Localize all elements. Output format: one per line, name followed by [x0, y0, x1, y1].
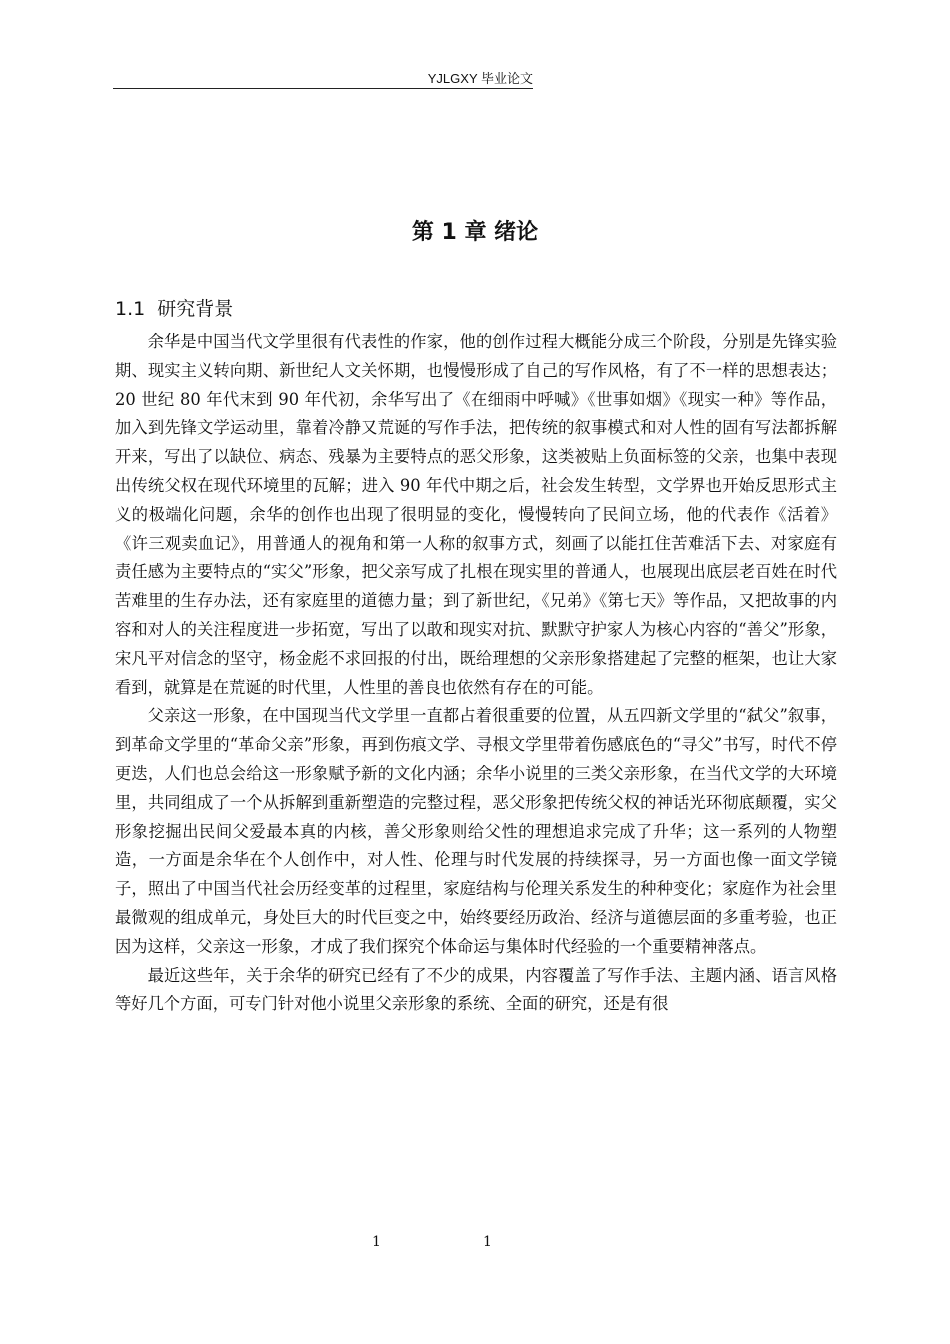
page-number-duplicate: 1: [483, 1234, 492, 1250]
section-number: 1.1: [115, 298, 146, 320]
body-text: [115, 328, 837, 1019]
paragraph: 父亲这一形象，在中国现当代文学里一直都占着很重要的位置，从五四新文学里的“弑父”叙事，到革命文学里的“革命父亲”形象，再到伤痕文学、寻根文学里带着伤感底色的“寻父”书写，时代不停更迭，人们也总会给这一形象赋予新的文化内涵；余华小说里的三类父亲形象，在当代文学的大环境里，共同组成了一个从拆解到重新塑造的完整过程，恶父形象把传统父权的神话光环彻底颠覆，实父形象挖掘出民间父爱最本真的内核，善父形象则给父性的理想追求完成了升华；这一系列的人物塑造，一方面是余华在个人创作中，对人性、伦理与时代发展的持续探寻，另一方面也像一面文学镜子，照出了中国当代社会历经变革的过程里，家庭结构与伦理关系发生的种种变化；家庭作为社会里最微观的组成单元，身处巨大的时代巨变之中，始终要经历政治、经济与道德层面的多重考验，也正因为这样，父亲这一形象，才成了我们探究个体命运与集体时代经验的一个重要精神落点。: [115, 706, 837, 956]
running-header: YJLGXY 毕业论文: [113, 70, 533, 89]
section-heading: [115, 294, 233, 324]
page-number: 1: [372, 1234, 381, 1250]
paragraph: 余华是中国当代文学里很有代表性的作家，他的创作过程大概能分成三个阶段，分别是先锋实验期、现实主义转向期、新世纪人文关怀期，也慢慢形成了自己的写作风格，有了不一样的思想表达；20 世纪 80 年代末到 90 年代初，余华写出了《在细雨中呼喊》《世事如烟》《现实一种》等作品，加入到先锋文学运动里，靠着冷静又荒诞的写作手法，把传统的叙事模式和对人性的固有写法都拆解开来，写出了以缺位、病态、残暴为主要特点的恶父形象，这类被贴上负面标签的父亲，也集中表现出传统父权在现代环境里的瓦解；进入 90 年代中期之后，社会发生转型，文学界也开始反思形式主义的极端化问题，余华的创作也出现了很明显的变化，慢慢转向了民间立场，他的代表作《活着》《许三观卖血记》，用普通人的视角和第一人称的叙事方式，刻画了以能扛住苦难活下去、对家庭有责任感为主要特点的“实父”形象，把父亲写成了扎根在现实里的普通人，也展现出底层老百姓在时代苦难里的生存办法，还有家庭里的道德力量；到了新世纪，《兄弟》《第七天》等作品，又把故事的内容和对人的关注程度进一步拓宽，写出了以敢和现实对抗、默默守护家人为核心内容的“善父”形象，宋凡平对信念的坚守，杨金彪不求回报的付出，既给理想的父亲形象搭建起了完整的框架，也让大家看到，就算是在荒诞的时代里，人性里的善良也依然有存在的可能。: [115, 332, 837, 697]
section-title-text: 研究背景: [157, 298, 234, 320]
chapter-title: 第 1 章 绪论: [411, 220, 539, 245]
paragraph: 最近这些年，关于余华的研究已经有了不少的成果，内容覆盖了写作手法、主题内涵、语言风格等好几个方面，可专门针对他小说里父亲形象的系统、全面的研究，还是有很: [115, 965, 837, 1014]
